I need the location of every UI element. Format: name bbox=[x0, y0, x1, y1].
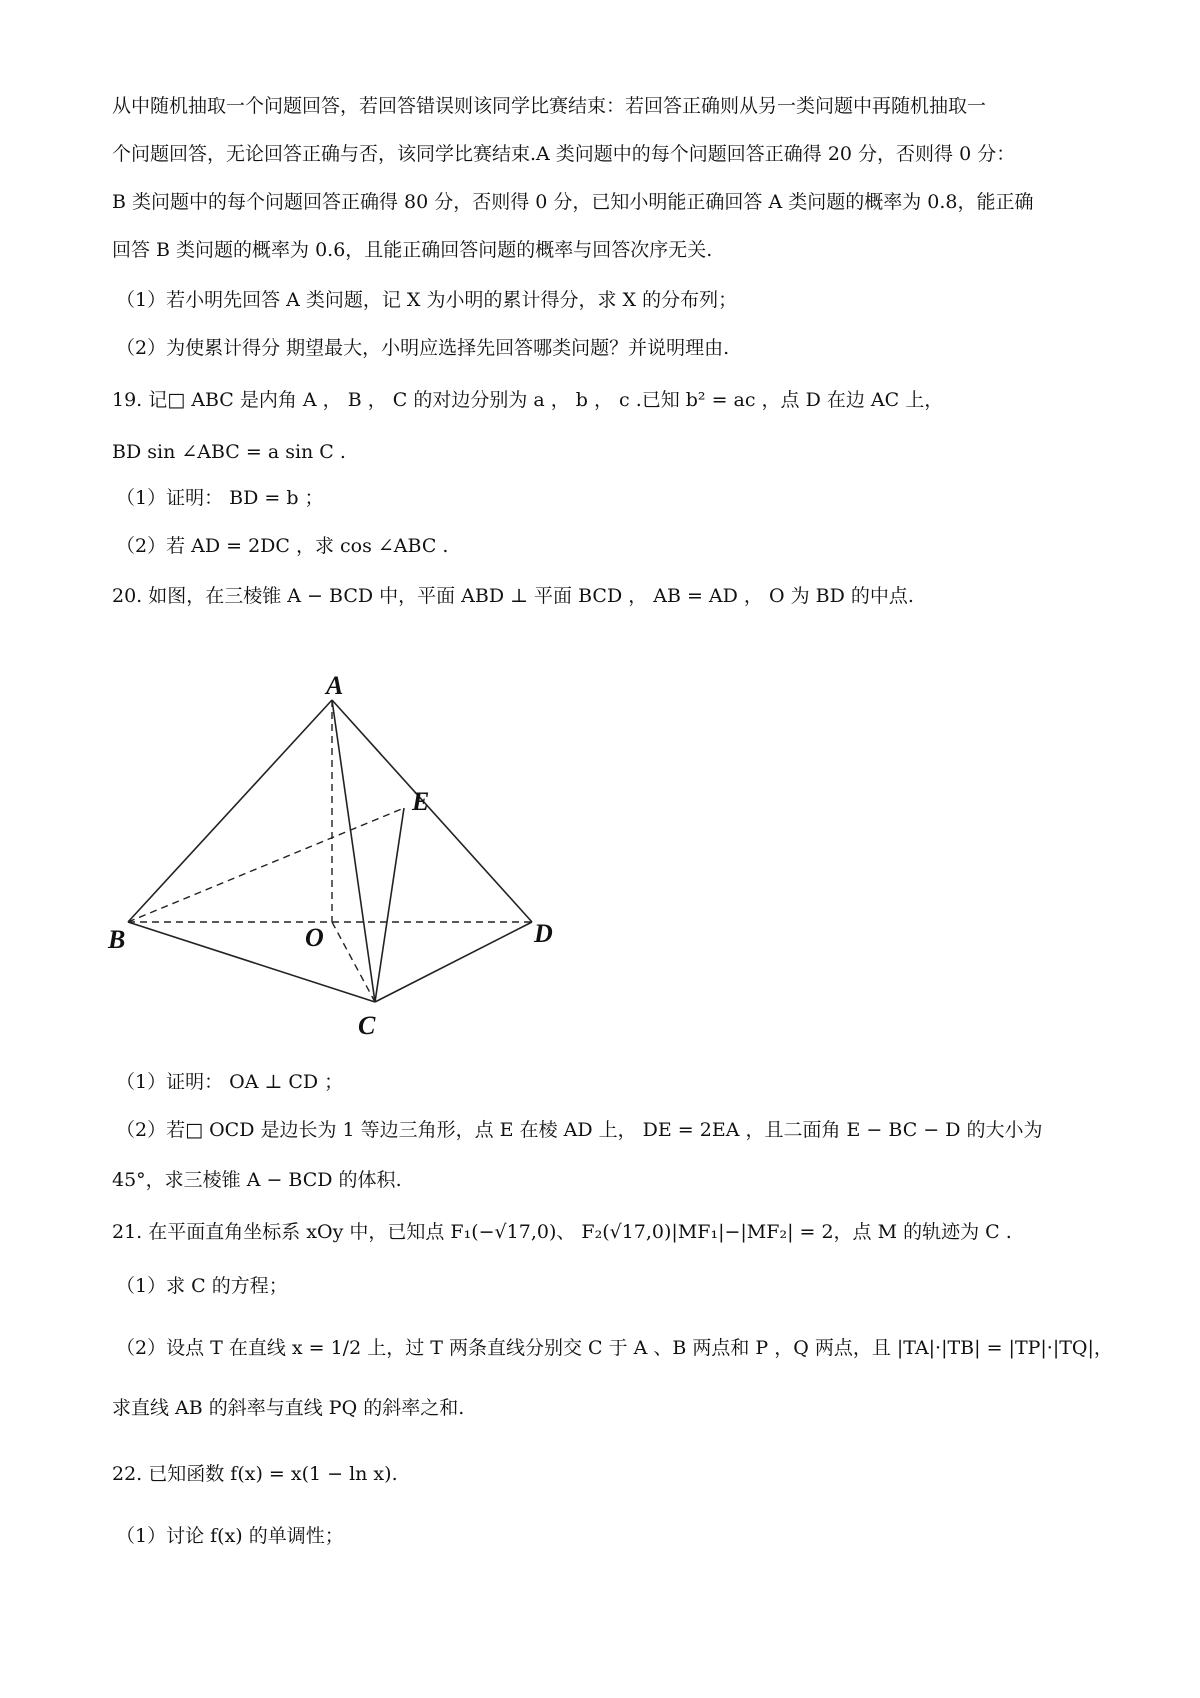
q21-stem: 21. 在平面直角坐标系 xOy 中，已知点 F₁(−√17,0)、 F₂(√17,0)|MF₁|−|MF₂| = 2，点 M 的轨迹为 C . bbox=[112, 1221, 1012, 1243]
q22-part1: （1）讨论 f(x) 的单调性； bbox=[116, 1525, 344, 1547]
label-b: B bbox=[108, 925, 126, 954]
tetrahedron-diagram bbox=[100, 660, 620, 1040]
q20-part2: （2）若□ OCD 是边长为 1 等边三角形，点 E 在棱 AD 上， DE = 2EA ，且二面角 E − BC − D 的大小为 bbox=[116, 1119, 1043, 1141]
q20-stem: 20. 如图，在三棱锥 A − BCD 中，平面 ABD ⊥ 平面 BCD ， AB = AD ， O 为 BD 的中点. bbox=[112, 585, 914, 607]
edge-be-dashed bbox=[128, 808, 404, 922]
q20-part2-cont: 45°，求三棱锥 A − BCD 的体积. bbox=[112, 1169, 402, 1191]
q18-part2: （2）为使累计得分 期望最大，小明应选择先回答哪类问题？并说明理由. bbox=[116, 337, 730, 359]
q19-stem: 19. 记□ ABC 是内角 A ， B ， C 的对边分别为 a ， b ， c .已知 b² = ac ，点 D 在边 AC 上， bbox=[112, 389, 944, 411]
edge-ab bbox=[128, 700, 332, 922]
label-d: D bbox=[534, 919, 553, 948]
q19-condition: BD sin ∠ABC = a sin C . bbox=[112, 441, 346, 463]
label-c: C bbox=[358, 1011, 376, 1040]
text-line-1: 从中随机抽取一个问题回答，若回答错误则该同学比赛结束：若回答正确则从另一类问题中再随机抽取一 bbox=[112, 95, 987, 117]
q21-part2-cont: 求直线 AB 的斜率与直线 PQ 的斜率之和. bbox=[112, 1397, 465, 1419]
q21-part2: （2）设点 T 在直线 x = 1/2 上，过 T 两条直线分别交 C 于 A 、B 两点和 P ，Q 两点，且 |TA|·|TB| = |TP|·|TQ|， bbox=[116, 1337, 1113, 1359]
edge-ac bbox=[332, 700, 375, 1002]
edge-ec bbox=[375, 808, 404, 1002]
q18-part1: （1）若小明先回答 A 类问题，记 X 为小明的累计得分，求 X 的分布列； bbox=[116, 289, 738, 311]
tetrahedron-figure bbox=[100, 660, 620, 1040]
label-a: A bbox=[326, 671, 344, 700]
q20-part1: （1）证明： OA ⊥ CD ； bbox=[116, 1071, 344, 1093]
edge-cd bbox=[375, 922, 532, 1002]
q21-part1: （1）求 C 的方程； bbox=[116, 1275, 288, 1297]
q22-stem: 22. 已知函数 f(x) = x(1 − ln x). bbox=[112, 1463, 398, 1485]
text-line-4: 回答 B 类问题的概率为 0.6，且能正确回答问题的概率与回答次序无关. bbox=[112, 239, 713, 261]
text-line-2: 个问题回答，无论回答正确与否，该同学比赛结束.A 类问题中的每个问题回答正确得 20 分，否则得 0 分： bbox=[112, 143, 1016, 165]
edge-ad bbox=[332, 700, 532, 922]
label-o: O bbox=[305, 923, 324, 952]
label-e: E bbox=[412, 787, 430, 816]
q19-part1: （1）证明： BD = b ； bbox=[116, 487, 324, 509]
q19-part2: （2）若 AD = 2DC ，求 cos ∠ABC . bbox=[116, 535, 449, 557]
text-line-3: B 类问题中的每个问题回答正确得 80 分，否则得 0 分，已知小明能正确回答 A 类问题的概率为 0.8，能正确 bbox=[112, 191, 1034, 213]
